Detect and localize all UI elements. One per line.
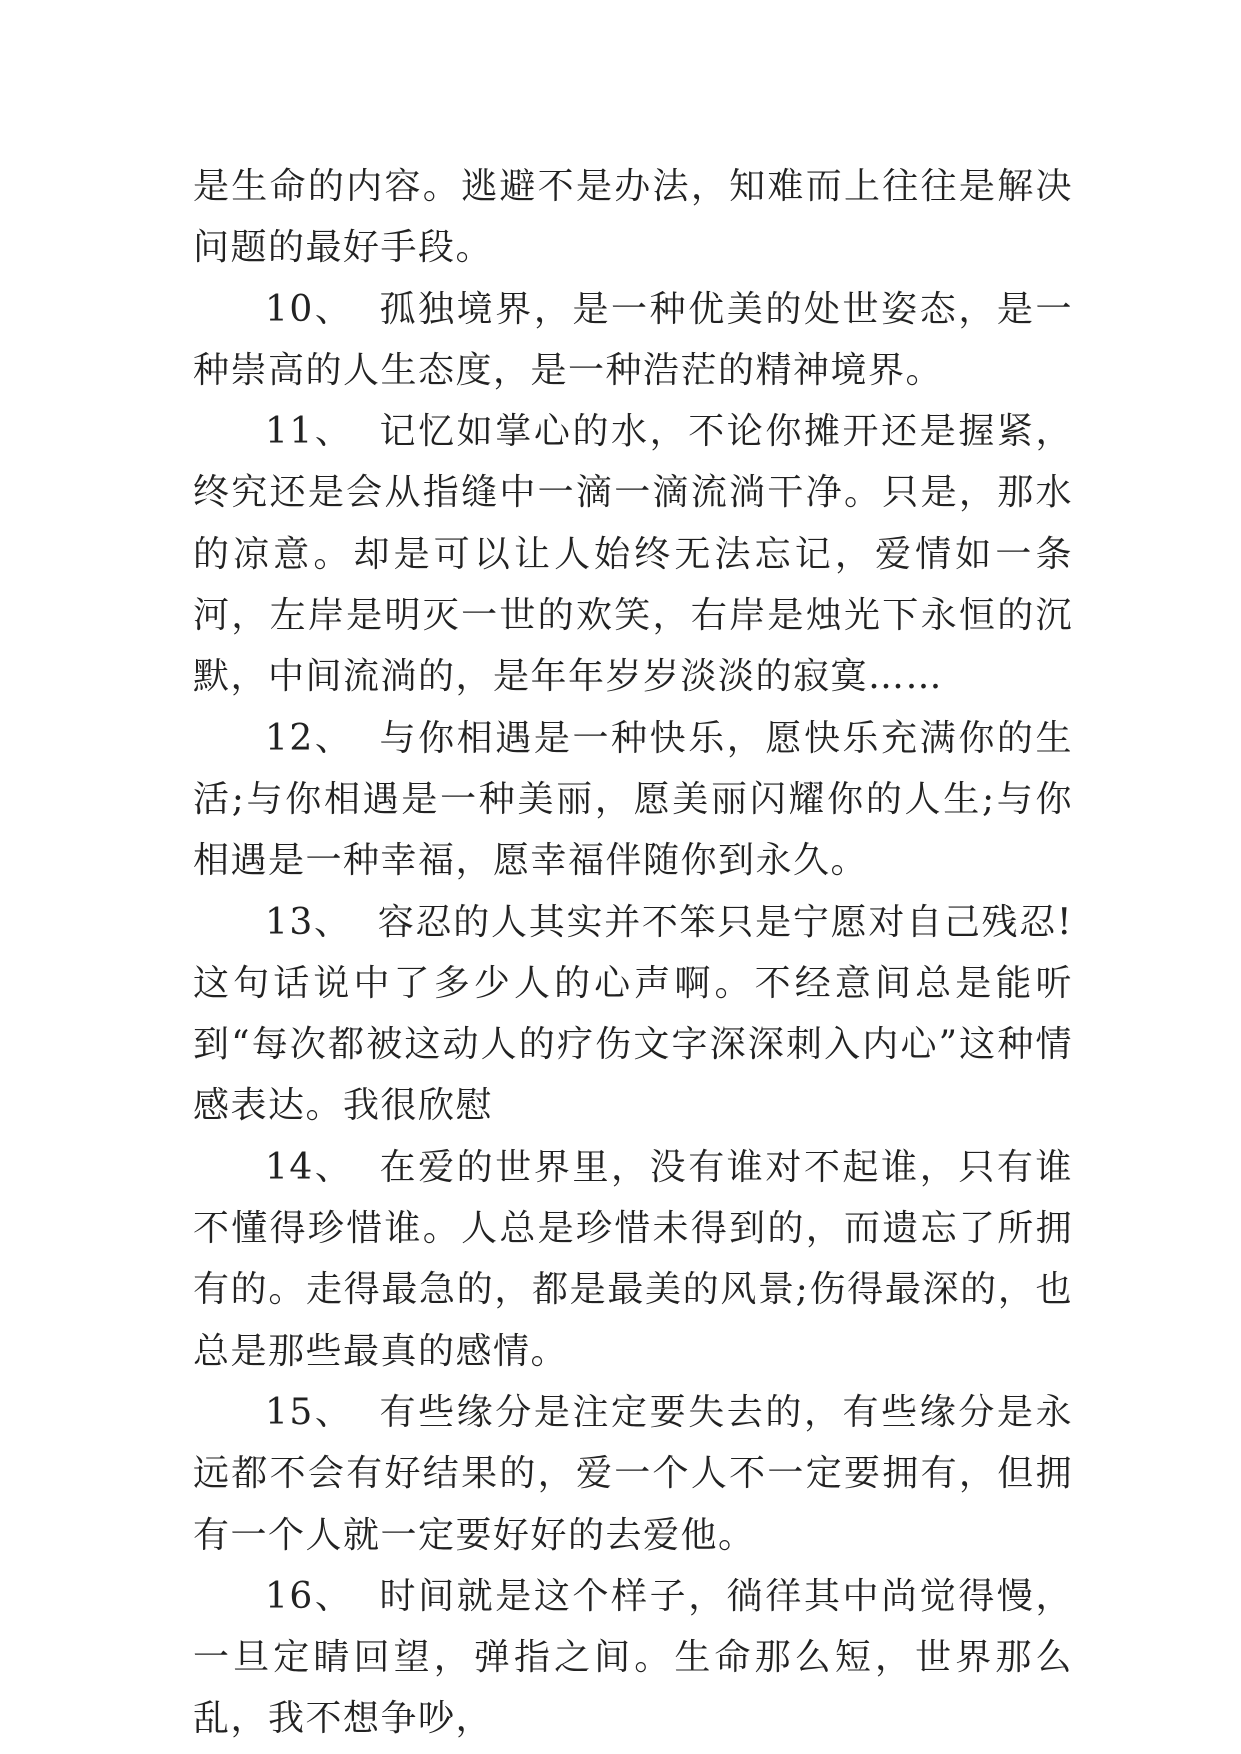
paragraph-14 bbox=[193, 1137, 1073, 1382]
paragraph-16 bbox=[193, 1566, 1073, 1750]
paragraph-text: 记忆如掌心的水，不论你摊开还是握紧，终究还是会从指缝中一滴一滴流淌干净。只是，那水的凉意。却是可以让人始终无法忘记，爱情如一条河，左岸是明灭一世的欢笑，右岸是烛光下永恒的沉默，中间流淌的，是年年岁岁淡淡的寂寞…… bbox=[193, 411, 1073, 698]
paragraph-text: 孤独境界，是一种优美的处世姿态，是一种崇高的人生态度，是一种浩茫的精神境界。 bbox=[193, 288, 1073, 391]
paragraph-text: 是生命的内容。逃避不是办法，知难而上往往是解决问题的最好手段。 bbox=[193, 166, 1073, 269]
paragraph-number: 12、 bbox=[265, 717, 354, 759]
paragraph-text: 在爱的世界里，没有谁对不起谁，只有谁不懂得珍惜谁。人总是珍惜未得到的，而遗忘了所拥有的。走得最急的，都是最美的风景;伤得最深的，也总是那些最真的感情。 bbox=[193, 1146, 1073, 1372]
paragraph-number: 15、 bbox=[265, 1391, 354, 1433]
paragraph-text: 容忍的人其实并不笨只是宁愿对自己残忍!这句话说中了多少人的心声啊。不经意间总是能听到“每次都被这动人的疗伤文字深深刺入内心”这种情感表达。我很欣慰 bbox=[193, 901, 1073, 1127]
paragraph-number: 13、 bbox=[265, 901, 352, 943]
paragraph-13 bbox=[193, 892, 1073, 1137]
paragraph-10 bbox=[193, 279, 1073, 402]
paragraph-continuation bbox=[193, 156, 1073, 279]
paragraph-number: 10、 bbox=[265, 288, 354, 330]
paragraph-text: 时间就是这个样子，徜徉其中尚觉得慢，一旦定睛回望，弹指之间。生命那么短，世界那么乱，我不想争吵， bbox=[193, 1575, 1073, 1740]
paragraph-number: 11、 bbox=[265, 411, 354, 453]
paragraph-text: 有些缘分是注定要失去的，有些缘分是永远都不会有好结果的，爱一个人不一定要拥有，但拥有一个人就一定要好好的去爱他。 bbox=[193, 1391, 1073, 1556]
paragraph-number: 14、 bbox=[265, 1146, 354, 1188]
paragraph-15 bbox=[193, 1382, 1073, 1566]
document-body bbox=[193, 156, 1073, 1750]
paragraph-number: 16、 bbox=[265, 1575, 354, 1617]
paragraph-12 bbox=[193, 708, 1073, 892]
paragraph-text: 与你相遇是一种快乐，愿快乐充满你的生活;与你相遇是一种美丽，愿美丽闪耀你的人生;与你相遇是一种幸福，愿幸福伴随你到永久。 bbox=[193, 717, 1073, 882]
paragraph-11 bbox=[193, 401, 1073, 707]
